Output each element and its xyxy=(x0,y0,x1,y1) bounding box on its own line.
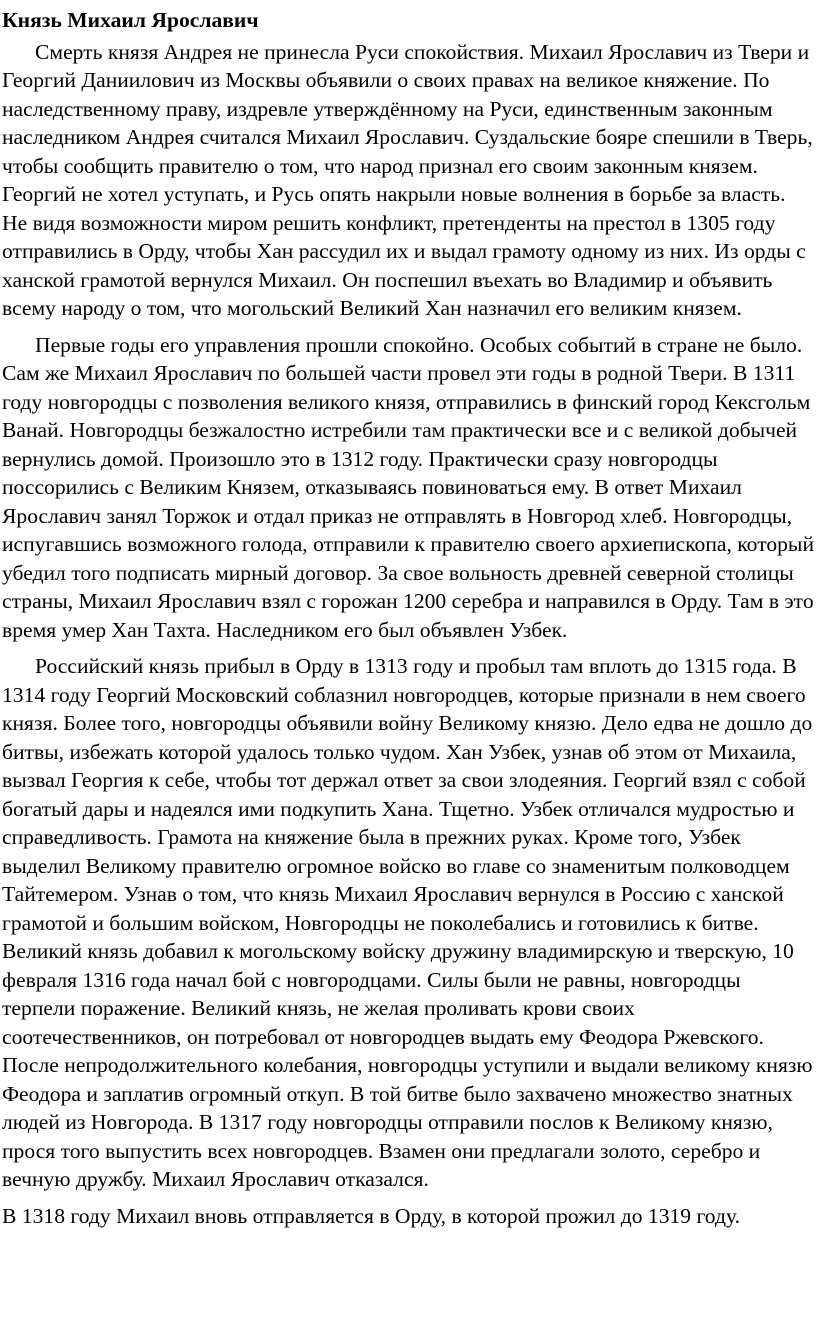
paragraph-2: Первые годы его управления прошли спокойно. Особых событий в стране не было. Сам же Михаил Ярославич по большей части провел эти годы в родной Твери. В 1311 году новгородцы с позволения великого князя, отправились в финский город Кексгольм Ванай. Новгородцы безжалостно истребили там практически все и с великой добычей вернулись домой. Произошло это в 1312 году. Практически сразу новгородцы поссорились с Великим Князем, отказываясь повиноваться ему. В ответ Михаил Ярославич занял Торжок и отдал приказ не отправлять в Новгород хлеб. Новгородцы, испугавшись возможного голода, отправили к правителю своего архиепископа, который убедил того подписать мирный договор. За свое вольность древней северной столицы страны, Михаил Ярославич взял с горожан 1200 серебра и направился в Орду. Там в это время умер Хан Тахта. Наследником его был объявлен Узбек. xyxy=(2,332,814,642)
document-page xyxy=(2,6,814,1230)
paragraph-1: Смерть князя Андрея не принесла Руси спокойствия. Михаил Ярославич из Твери и Георгий Даниилович из Москвы объявили о своих правах на великое княжение. По наследственному праву, издревле утверждённому на Руси, единственным законным наследником Андрея считался Михаил Ярославич. Суздальские бояре спешили в Тверь, чтобы сообщить правителю о том, что народ признал его своим законным князем. Георгий не хотел уступать, и Русь опять накрыли новые волнения в борьбе за власть. Не видя возможности миром решить конфликт, претенденты на престол в 1305 году отправились в Орду, чтобы Хан рассудил их и выдал грамоту одному из них. Из орды с ханской грамотой вернулся Михаил. Он поспешил въехать во Владимир и объявить всему народу о том, что могольский Великий Хан назначил его великим князем. xyxy=(2,39,813,320)
paragraph-4: В 1318 году Михаил вновь отправляется в Орду, в которой прожил до 1319 году. xyxy=(2,1203,741,1228)
paragraph-3: Российский князь прибыл в Орду в 1313 году и пробыл там вплоть до 1315 года. В 1314 году Георгий Московский соблазнил новгородцев, которые признали в нем своего князя. Более того, новгородцы объявили войну Великому князю. Дело едва не дошло до битвы, избежать которой удалось только чудом. Хан Узбек, узнав об этом от Михаила, вызвал Георгия к себе, чтобы тот держал ответ за свои злодеяния. Георгий взял с собой богатый дары и надеялся ими подкупить Хана. Тщетно. Узбек отличался мудростью и справедливость. Грамота на княжение была в прежних руках. Кроме того, Узбек выделил Великому правителю огромное войско во главе со знаменитым полководцем Тайтемером. Узнав о том, что князь Михаил Ярославич вернулся в Россию с ханской грамотой и большим войском, Новгородцы не поколебались и готовились к битве. Великий князь добавил к могольскому войску дружину владимирскую и тверскую, 10 февраля 1316 года начал бой с новгородцами. Силы были не равны, новгородцы терпели поражение. Великий князь, не желая проливать крови своих соотечественников, он потребовал от новгородцев выдать ему Феодора Ржевского. После непродолжительного колебания, новгородцы уступили и выдали великому князю Феодора и заплатив огромный откуп. В той битве было захвачено множество знатных людей из Новгорода. В 1317 году новгородцы отправили послов к Великому князю, прося того выпустить всех новгородцев. Взамен они предлагали золото, серебро и вечную дружбу. Михаил Ярославич отказался. xyxy=(2,654,813,1191)
document-title: Князь Михаил Ярославич xyxy=(2,8,259,32)
